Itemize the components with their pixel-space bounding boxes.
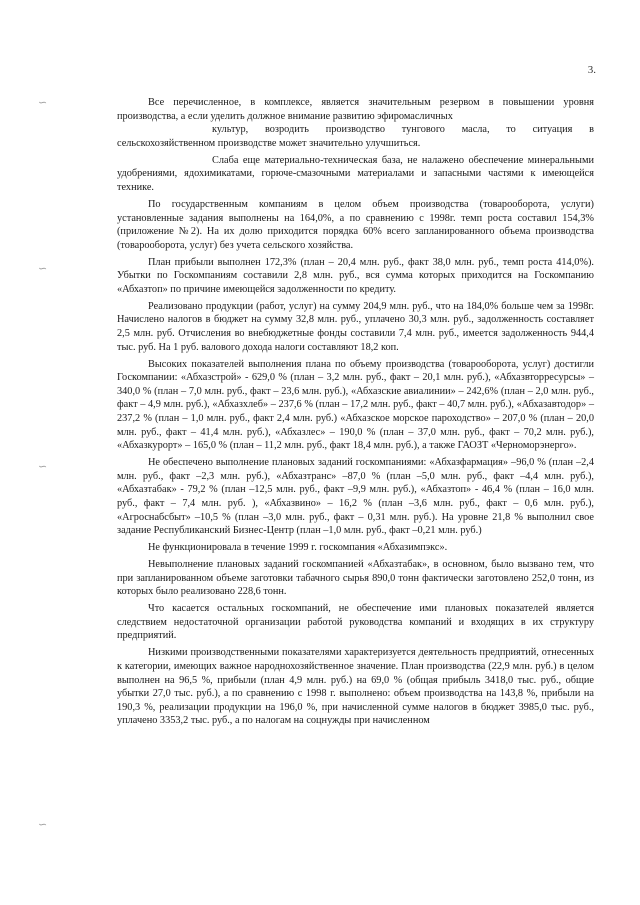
paragraph: Не обеспечено выполнение плановых заданий госкомпаниями: «Абхазфармация» –96,0 % (план –2,4 млн. руб., факт –2,3 млн. руб.), «Абхазтранс» –87,0 % (план –5,0 млн. руб., факт –4,4 млн. руб.), «Абхазтабак» - 79,2 % (план –12,5 млн. руб., факт –9,9 млн. руб.), «Абхазтоп» - 46,4 % (план – 16,0 млн. руб., факт – 7,4 млн. руб. ), «Абхазвино» – 16,2 % (план –3,6 млн. руб., факт – 0,6 млн. руб.), «Агроснабсбыт» –10,5 % (план –3,0 млн. руб., факт – 0,31 млн. руб.). На уровне 21,8 % выполнил свое задание Республиканский Бизнес-Центр (план –1,0 млн. руб., факт –0,21 млн. руб.) — [117, 457, 594, 537]
paragraph: План прибыли выполнен 172,3% (план – 20,4 млн. руб., факт 38,0 млн. руб., темп роста 414,0%). Убытки по Госкомпаниям составили 2,8 млн. руб., вся сумма которых приходится на Госкомпанию «Абхазтоп» по причине имеющейся задолженности по кредиту. — [117, 256, 594, 295]
paragraph: Высоких показателей выполнения плана по объему производства (товарооборота, услуг) достигли Госкомпании: «Абхазстрой» - 629,0 % (план – 3,2 млн. руб., факт – 20,1 млн. руб.), «Абхазвторресурсы» – 340,0 % (план – 7,0 млн. руб., факт – 23,6 млн. руб.), «Абхазские авиалинии» – 242,6% (план – 2,0 млн. руб., факт – 4,9 млн. руб.), «Абхазхлеб» – 237,6 % (план – 17,2 млн. руб., факт – 40,7 млн. руб.), «Абхазавтодор» – 237,2 % (план – 1,0 млн. руб., факт 2,4 млн. руб.) «Абхазское морское пароходство» – 207,0 % (план – 20,0 млн. руб., факт – 41,4 млн. руб.), «Абхазлес» – 190,0 % (план – 37,0 млн. руб., факт – 70,2 млн. руб.), «Абхазкурорт» – 165,0 % (план – 11,2 млн. руб., факт 18,4 млн. руб.), а также ГАОЗТ «Черноморэнерго». — [117, 358, 594, 452]
paragraph: По государственным компаниям в целом объем производства (товарооборота, услуги) установленные задания выполнены на 164,0%, а по сравнению с 1998г. темп роста составил 154,3% (приложение №2). На их долю приходится порядка 60% всего запланированного объема производства (товарооборота, услуг) без учета сельского хозяйства. — [117, 198, 594, 251]
document-body — [117, 96, 594, 731]
paragraph: Низкими производственными показателями характеризуется деятельность предприятий, отнесенных к категории, имеющих важное народнохозяйственное значение. План производства (22,9 млн. руб.) в целом выполнен на 96,5 %, прибыли (план 4,9 млн. руб.) на 69,0 % (общая прибыль 3418,0 тыс. руб., общие убытки 27,0 тыс. руб.), а по сравнению с 1998 г. выполнено: объем производства на 143,8 %, прибыли на 190,3 %, реализации продукции на 196,0 %, при начисленной сумме налогов в бюджет 3985,0 тыс. руб., уплачено 3353,2 тыс. руб., а по налогам на соцнужды при начисленном — [117, 647, 594, 727]
margin-handwritten-mark: ∽ — [38, 97, 48, 109]
page-number: 3. — [587, 64, 596, 76]
paragraph: Слаба еще материально-техническая база, не налажено обеспечение минеральными удобрениями, ядохимикатами, горюче-смазочными материалами и запасными частями к имеющейся технике. — [117, 154, 594, 193]
paragraph: культур, возродить производство тунгового масла, то ситуация в сельскохозяйственном производстве может значительно улучшиться. — [117, 124, 594, 149]
margin-handwritten-mark: ∽ — [38, 461, 48, 473]
paragraph: Невыполнение плановых заданий госкомпанией «Абхазтабак», в основном, было вызвано тем, что при запланированном объеме заготовки табачного сырья 890,0 тонн фактически заготовлено 252,0 тонн, из которых было реализовано 228,6 тонн. — [117, 559, 594, 598]
paragraph: Что касается остальных госкомпаний, не обеспечение ими плановых показателей является следствием недостаточной организации работой руководства компаний и входящих в их структуру предприятий. — [117, 603, 594, 642]
paragraph: Все перечисленное, в комплексе, является значительным резервом в повышении уровня производства, а если уделить должное внимание развитию эфиромасличных — [117, 97, 594, 122]
margin-handwritten-mark: ∽ — [38, 263, 48, 275]
paragraph: Реализовано продукции (работ, услуг) на сумму 204,9 млн. руб., что на 184,0% больше чем за 1998г. Начислено налогов в бюджет на сумму 32,8 млн. руб., уплачено 30,3 млн. руб., задолженность составляет 2,5 млн. руб. Отчисления во внебюджетные фонды составили 7,4 млн. руб., имеется задолженность 944,4 тыс. руб. На 1 руб. валового дохода налоги составляют 18,2 коп. — [117, 300, 594, 353]
margin-handwritten-mark: ∽ — [38, 819, 48, 831]
paragraph: Не функционировала в течение 1999 г. госкомпания «Абхазимпэкс». — [148, 542, 448, 554]
